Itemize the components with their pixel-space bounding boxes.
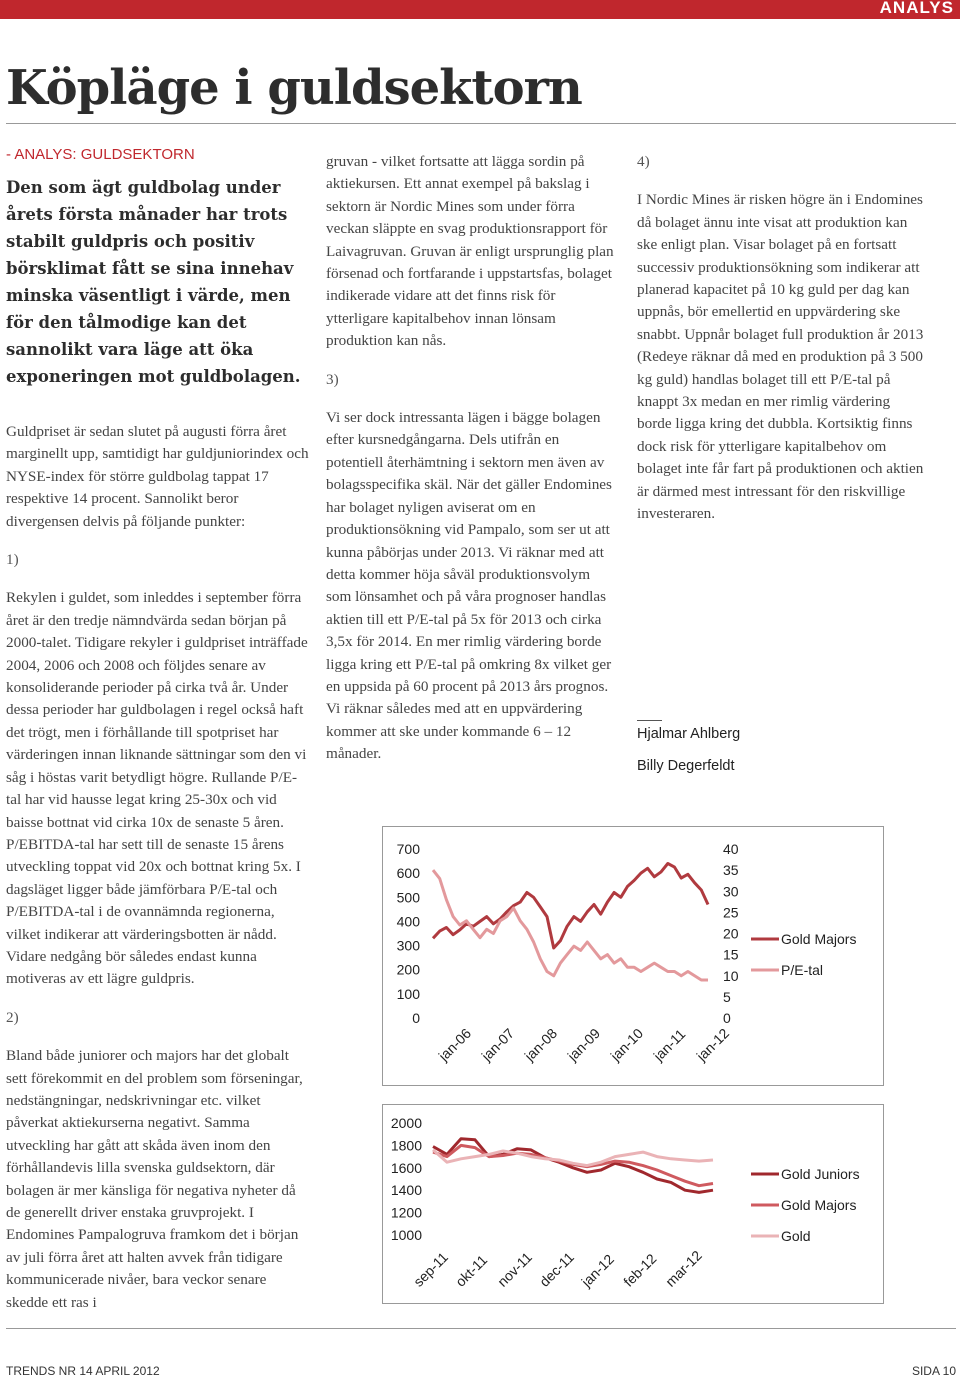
x-tick-label: jan-12	[578, 1250, 618, 1290]
article-lead: Den som ägt guldbolag under årets första månader har trots stabilt guldpris och positiv börsklimat fått se sina innehav minska väsentligt i värde, men för den tålmodige kan det sannolikt vara läge att öka exponeringen mot guldbolagen.	[6, 178, 301, 386]
y-left-tick-label: 500	[396, 889, 420, 906]
column-1	[6, 421, 311, 1314]
top-bar	[0, 0, 960, 19]
series-line-3	[433, 1150, 713, 1166]
y-left-tick-label: 200	[396, 961, 420, 978]
point-3-paragraph: Vi ser dock intressanta lägen i bägge bolagen efter kursnedgångarna. Dels utifrån en potentiell återhämtning i sektorn men även av bolagsspecifika skäl. När det gäller Endomines har bolaget nyligen aviserat om en produktionsökning vid Pampalo, som ser ut att kunna påbörjas under 2013. Vi räknar med att detta kommer höja såväl produktionsvolym som lönsamhet och på våra prognoser handlas aktien till ett P/E-tal på 5x för 2013 och cirka 3,5x för 2014. En mer rimlig värdering borde ligga kring ett P/E-tal på omkring 8x vilket ger en uppsida på 60 procent på 2013 års prognos. Vi räknar således med att en uppvärdering kommer att ske under kommande 6 – 12 månader.	[326, 409, 612, 763]
point-2-number: 2)	[6, 1008, 19, 1026]
y-left-tick-label: 100	[396, 985, 420, 1002]
legend-label: P/E-tal	[781, 962, 824, 978]
chart-majors-pe-svg	[383, 827, 883, 1085]
legend-label: Gold Juniors	[781, 1166, 860, 1182]
y-left-tick-label: 300	[396, 937, 420, 954]
y-left-tick-label: 700	[396, 841, 420, 857]
y-left-tick-label: 600	[396, 865, 420, 882]
col2-paragraph: gruvan - vilket fortsatte att lägga sordin på aktiekursen. Ett annat exempel på bakslag i sektorn är Nordic Mines som under förra veckan släppte en svag produktionsrapport för Laivagruvan. Gruvan är enligt ursprunglig plan försenad och fortfarande i uppstartsfas, bolaget indikerade vidare att det finns risk för ytterligare kapitalbehov innan lönsam produktion kan nås.	[326, 153, 614, 350]
x-tick-label: sep-11	[410, 1248, 452, 1290]
point-3-number: 3)	[326, 370, 339, 388]
y-right-tick-label: 40	[723, 841, 739, 857]
column-3	[637, 151, 927, 526]
article-title: Köpläge i guldsektorn	[6, 60, 582, 116]
x-tick-label: mar-12	[662, 1247, 705, 1290]
point-4-paragraph: I Nordic Mines är risken högre än i Endomines då bolaget ännu inte visat att produktion kan ske enligt plan. Visar bolaget på en fortsatt successiv produktionsökning som indikerar att planerad kapacitet på 10 kg guld per dag kan uppnås, bör emellertid en uppvärdering ske snabbt. Uppnår bolaget full produktion år 2013 (Redeye räknar då med en produktion på 3 500 kg guld) handlas bolaget till ett P/E-tal på knappt 3x medan en mer rimlig värdering borde ligga kring det dubbla. Kortsiktig finns dock risk för ytterligare kapitalbehov om bolaget inte får fart på produktionen och aktien är därmed mest intressant för den riskvillige investeraren.	[637, 191, 924, 523]
y-left-tick-label: 0	[412, 1010, 420, 1026]
y-left-tick-label: 400	[396, 913, 420, 930]
point-2-paragraph: Bland både juniorer och majors har det globalt sett förekommit en del problem som förseningar, nedstängningar, nedskrivningar etc. vilket påverkat aktiekurserna negativt. Samma utveckling har gått att skåda även inom den förhållandevis lilla svenska guldsektorn, där bolagen är mer känsliga för negativa nyheter då de generellt driver enstaka gruvprojekt. I Endomines Pampalogruva framkom det i början av juli förra året att halten avvek från tidigare kommunicerade nivåer, bara veckor senare skedde ett ras i	[6, 1047, 303, 1311]
x-tick-label: jan-12	[693, 1025, 733, 1064]
x-tick-label: nov-11	[494, 1248, 536, 1290]
x-tick-label: dec-11	[536, 1248, 578, 1290]
x-tick-label: feb-12	[620, 1250, 660, 1290]
footer-divider	[6, 1328, 956, 1329]
point-1-paragraph: Rekylen i guldet, som inleddes i september förra året är den tredje nämndvärda sedan början på 2000-talet. Tidigare rekyler i guldpriset inträffade 2004, 2006 och 2008 och följdes senare av konsoliderande perioder på cirka två år. Under dessa perioder har guldbolagen i regel också haft det trögt, men i förhållande till spotpriset har värderingen innan liknande sättningar som den vi såg i höstas varit betydligt högre. Rullande P/E-tal har vid hausse legat kring 25-30x och vid baisse bottnat vid cirka 10x de senaste 5 åren. P/EBITDA-tal har sett till de senaste 15 årens utveckling toppat vid 20x och bottnat kring 5x. I dagsläget ligger både jämförbara P/E-tal och P/EBITDA-tal i de ovannämnda regionerna, vilket indikerar att värderingsbotten är nådd. Vidare nedgång bör således endast kunna motiveras av ett lägre guldpris.	[6, 589, 308, 988]
title-divider	[6, 123, 956, 124]
y-tick-label: 1400	[390, 1182, 422, 1199]
section-tag: ANALYS	[879, 0, 954, 17]
byline-rule	[637, 720, 662, 721]
y-right-tick-label: 20	[723, 925, 739, 942]
x-tick-label: jan-09	[564, 1025, 604, 1064]
y-tick-label: 1600	[390, 1159, 422, 1176]
footer-left: TRENDS NR 14 APRIL 2012	[6, 1364, 160, 1378]
point-1-number: 1)	[6, 551, 19, 569]
y-right-tick-label: 10	[723, 967, 739, 984]
y-tick-label: 1000	[390, 1227, 422, 1243]
point-4-number: 4)	[637, 153, 650, 170]
legend-label: Gold Majors	[781, 1197, 857, 1213]
intro-paragraph: Guldpriset är sedan slutet på augusti förra året marginellt upp, samtidigt har guldjuniorindex och NYSE-index för större guldbolag tappat 17 respektive 14 procent. Sannolikt beror divergensen delvis på följande punkter:	[6, 423, 309, 530]
y-right-tick-label: 30	[723, 883, 739, 900]
y-tick-label: 2000	[390, 1115, 422, 1131]
article-kicker: - ANALYS: GULDSEKTORN	[6, 146, 195, 163]
author-1: Hjalmar Ahlberg	[637, 726, 741, 742]
y-right-tick-label: 15	[723, 946, 739, 963]
footer-right: SIDA 10	[911, 1364, 956, 1378]
x-tick-label: jan-06	[435, 1025, 475, 1064]
y-right-tick-label: 5	[723, 988, 731, 1005]
y-tick-label: 1200	[390, 1204, 422, 1221]
x-tick-label: jan-07	[478, 1025, 518, 1064]
legend-label: Gold Majors	[781, 931, 857, 947]
legend-label: Gold	[781, 1228, 811, 1244]
column-2	[326, 151, 619, 766]
x-tick-label: jan-11	[650, 1025, 689, 1064]
x-tick-label: jan-10	[607, 1025, 647, 1064]
y-right-tick-label: 25	[723, 904, 739, 921]
author-2: Billy Degerfeldt	[637, 758, 735, 774]
y-right-tick-label: 0	[723, 1010, 731, 1026]
x-tick-label: jan-08	[521, 1025, 561, 1064]
chart-majors-pe	[382, 826, 884, 1086]
y-tick-label: 1800	[390, 1137, 422, 1154]
chart-juniors-majors-gold-svg	[383, 1105, 883, 1303]
chart-juniors-majors-gold	[382, 1104, 884, 1304]
series-line-2	[433, 1145, 713, 1185]
x-tick-label: okt-11	[452, 1251, 491, 1290]
series-line-1	[433, 864, 708, 949]
y-right-tick-label: 35	[723, 862, 739, 879]
